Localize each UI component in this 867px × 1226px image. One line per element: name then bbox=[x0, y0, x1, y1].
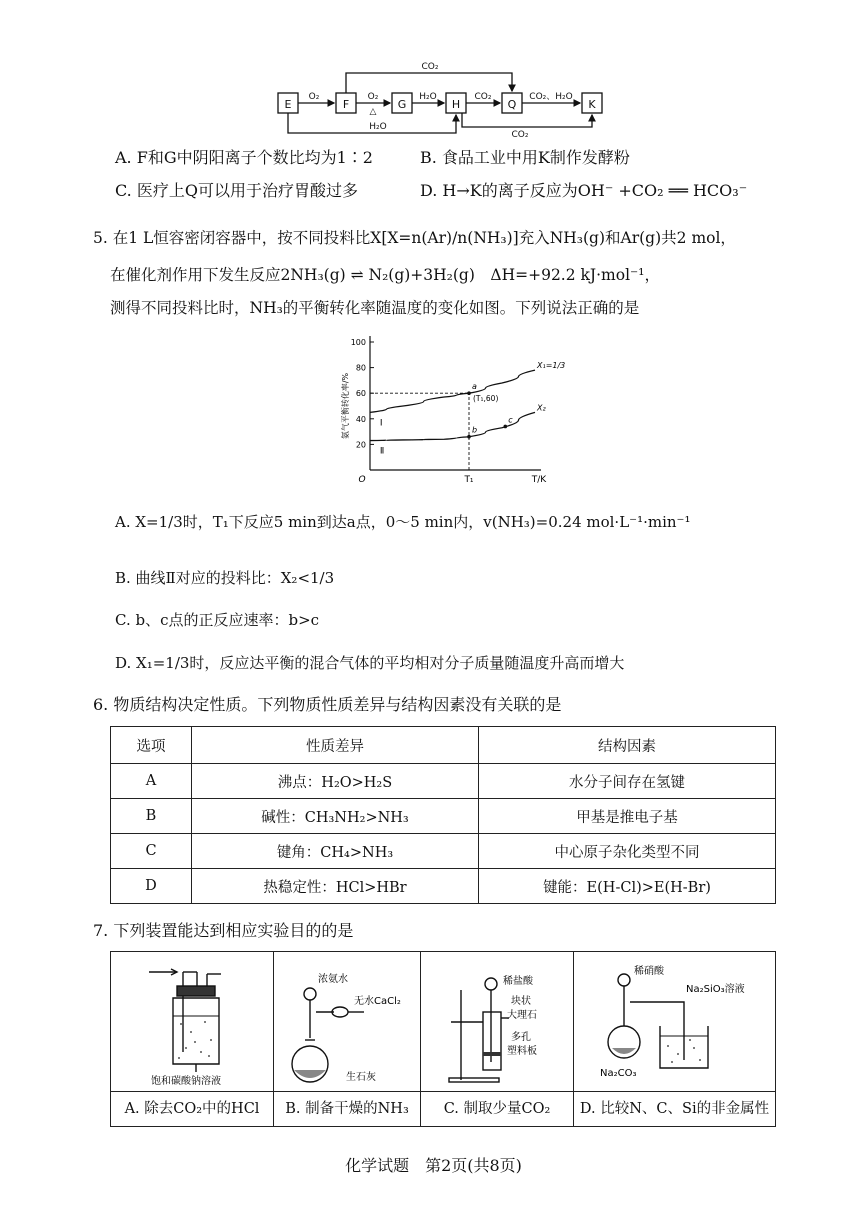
y-tick-label: 100 bbox=[350, 338, 366, 347]
acid-strength-illustration bbox=[574, 952, 774, 1090]
conversion-chart bbox=[330, 330, 566, 490]
cell-property: 沸点：H₂O>H₂S bbox=[192, 764, 479, 799]
caption-b: B. 制备干燥的NH₃ bbox=[274, 1091, 420, 1126]
table-row bbox=[111, 764, 776, 799]
apparatus-panel-c bbox=[421, 952, 574, 1126]
reaction-flow-diagram bbox=[270, 55, 610, 140]
q5-option-d: D. X₁=1/3时，反应达平衡的混合气体的平均相对分子质量随温度升高而增大 bbox=[115, 654, 625, 672]
curve-label-2: Ⅱ bbox=[379, 446, 385, 457]
q7-question: 7. 下列装置能达到相应实验目的的是 bbox=[93, 921, 354, 940]
apparatus-panel-d bbox=[574, 952, 775, 1126]
label-marble: 大理石 bbox=[507, 1010, 537, 1021]
apparatus-grid bbox=[110, 951, 776, 1127]
label-q-k: CO₂、H₂O bbox=[529, 92, 573, 102]
node-g: G bbox=[397, 98, 407, 111]
cell-structure: 甲基是推电子基 bbox=[479, 799, 776, 834]
label-dilute-hcl: 稀盐酸 bbox=[503, 976, 533, 987]
y-tick-label: 60 bbox=[355, 389, 366, 399]
label-h-q: CO₂ bbox=[474, 92, 492, 102]
header-option: 选项 bbox=[111, 727, 192, 764]
table-row bbox=[111, 799, 776, 834]
apparatus-panel-a bbox=[111, 952, 274, 1126]
label-g-h: H₂O bbox=[419, 92, 437, 102]
node-e: E bbox=[284, 98, 292, 111]
label-e-h-bottom: H₂O bbox=[369, 122, 387, 132]
cell-option: A bbox=[111, 764, 192, 799]
cell-structure: 键能：E(H-Cl)>E(H-Br) bbox=[479, 869, 776, 904]
node-f: F bbox=[342, 98, 350, 111]
point-annotation-a: (T₁,60) bbox=[473, 394, 499, 404]
q6-question: 6. 物质结构决定性质。下列物质性质差异与结构因素没有关联的是 bbox=[93, 695, 562, 714]
label-porous: 多孔 bbox=[511, 1032, 531, 1043]
cell-property: 碱性：CH₃NH₂>NH₃ bbox=[192, 799, 479, 834]
caption-d: D. 比较N、C、Si的非金属性 bbox=[574, 1091, 775, 1126]
q5-line-3: 测得不同投料比时，NH₃的平衡转化率随温度的变化如图。下列说法正确的是 bbox=[110, 299, 640, 317]
label-plastic-plate: 塑料板 bbox=[507, 1046, 537, 1057]
cell-property: 键角：CH₄>NH₃ bbox=[192, 834, 479, 869]
q5-line-1: 5. 在1 L恒容密闭容器中，按不同投料比X[X=n(Ar)/n(NH₃)]充入NH₃(g)和Ar(g)共2 mol， bbox=[93, 229, 736, 247]
label-na2co3: Na₂CO₃ bbox=[600, 1068, 637, 1079]
q4-option-c: C. 医疗上Q可以用于治疗胃酸过多 bbox=[115, 181, 358, 200]
curve-label-1: Ⅰ bbox=[379, 418, 383, 429]
y-tick-label: 40 bbox=[355, 414, 366, 424]
point-label-a: a bbox=[472, 382, 477, 392]
y-tick-label: 80 bbox=[355, 363, 366, 373]
label-h-k-bottom: CO₂ bbox=[511, 130, 529, 140]
label-quicklime: 生石灰 bbox=[346, 1072, 376, 1083]
table-row bbox=[111, 834, 776, 869]
label-e-f: O₂ bbox=[308, 92, 320, 102]
node-q: Q bbox=[507, 98, 517, 111]
origin-label: O bbox=[358, 475, 366, 485]
node-h: H bbox=[451, 98, 461, 111]
label-lumpy: 块状 bbox=[511, 996, 531, 1007]
q5-option-c: C. b、c点的正反应速率：b>c bbox=[115, 611, 320, 629]
table-row bbox=[111, 869, 776, 904]
label-dilute-hno3: 稀硝酸 bbox=[634, 966, 664, 977]
caption-c: C. 制取少量CO₂ bbox=[421, 1091, 573, 1126]
point-label-b: b bbox=[472, 425, 478, 435]
q4-option-b: B. 食品工业中用K制作发酵粉 bbox=[420, 148, 630, 167]
q4-option-d: D. H→K的离子反应为OH⁻ +CO₂ ══ HCO₃⁻ bbox=[420, 181, 748, 200]
label-sat-na2co3: 饱和碳酸钠溶液 bbox=[151, 1076, 221, 1087]
gas-washing-bottle-illustration bbox=[111, 952, 271, 1090]
point-c bbox=[504, 425, 508, 429]
kipp-like-illustration bbox=[421, 952, 573, 1090]
point-b bbox=[467, 435, 471, 439]
cell-option: D bbox=[111, 869, 192, 904]
x-axis-label: T/K bbox=[531, 475, 547, 485]
ammonia-generator-illustration bbox=[274, 952, 420, 1090]
label-f-q-top: CO₂ bbox=[421, 62, 439, 72]
properties-table bbox=[110, 726, 776, 904]
cell-structure: 水分子间存在氢键 bbox=[479, 764, 776, 799]
q5-option-a: A. X=1/3时，T₁下反应5 min到达a点，0～5 min内，v(NH₃)=0.24 mol·L⁻¹·min⁻¹ bbox=[115, 513, 691, 531]
label-f-g-bottom: △ bbox=[369, 107, 377, 117]
table-header-row bbox=[111, 727, 776, 764]
node-k: K bbox=[588, 98, 596, 111]
label-na2sio3: Na₂SiO₃溶液 bbox=[686, 984, 745, 995]
cell-structure: 中心原子杂化类型不同 bbox=[479, 834, 776, 869]
header-structure: 结构因素 bbox=[479, 727, 776, 764]
cell-option: B bbox=[111, 799, 192, 834]
apparatus-panel-b bbox=[274, 952, 421, 1126]
caption-a: A. 除去CO₂中的HCl bbox=[111, 1091, 273, 1126]
y-axis-label: 氨气平衡转化率/% bbox=[341, 372, 350, 440]
header-property: 性质差异 bbox=[192, 727, 479, 764]
label-conc-ammonia: 浓氨水 bbox=[318, 974, 348, 985]
cell-property: 热稳定性：HCl>HBr bbox=[192, 869, 479, 904]
q4-option-a: A. F和G中阴阳离子个数比均为1∶2 bbox=[115, 148, 373, 167]
cell-option: C bbox=[111, 834, 192, 869]
q5-line-2: 在催化剂作用下发生反应2NH₃(g) ⇌ N₂(g)+3H₂(g) ΔH=+92.2 kJ·mol⁻¹， bbox=[110, 266, 660, 284]
series-name-2: X₂ bbox=[537, 403, 546, 413]
page-footer: 化学试题 第2页(共8页) bbox=[345, 1156, 522, 1175]
q5-option-b: B. 曲线Ⅱ对应的投料比：X₂<1/3 bbox=[115, 569, 335, 587]
point-a bbox=[467, 391, 471, 395]
y-tick-label: 20 bbox=[355, 440, 366, 450]
x-tick-label-t1: T₁ bbox=[464, 475, 474, 485]
series-name-1: X₁=1/3 bbox=[537, 361, 566, 371]
point-label-c: c bbox=[508, 415, 513, 425]
label-f-g-top: O₂ bbox=[367, 92, 379, 102]
series-line-1 bbox=[370, 370, 535, 412]
label-anhydrous-cacl2: 无水CaCl₂ bbox=[354, 996, 401, 1007]
